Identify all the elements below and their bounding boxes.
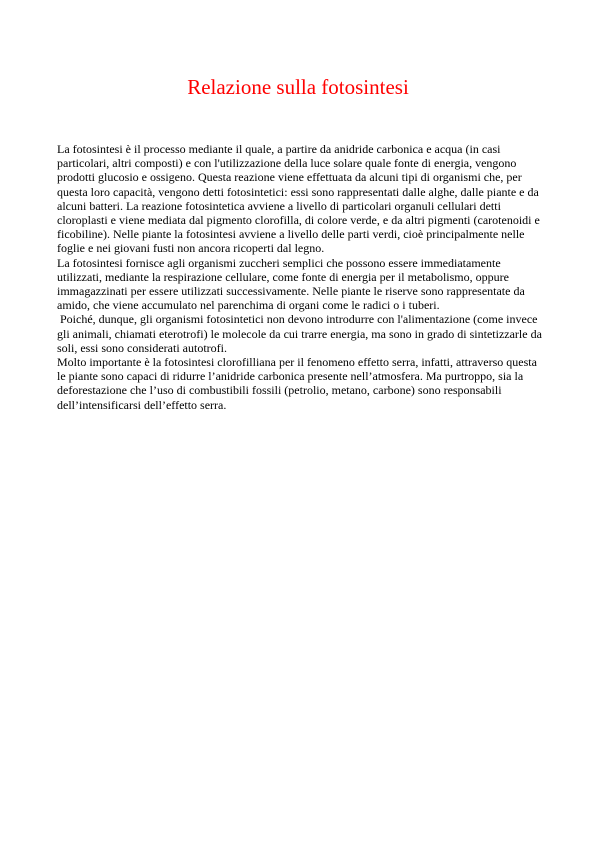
paragraph-sugars-energy: La fotosintesi fornisce agli organismi zuccheri semplici che possono essere immediatamente utilizzati, mediante la respirazione cellulare, come fonte di energia per il metabolismo, oppure immagazzinati per essere utilizzati successivamente. Nelle piante le riserve sono rappresentate da amido, che viene accumulato nel parenchima di organi come le radici o i tuberi.	[57, 255, 528, 313]
paragraph-greenhouse-effect: Molto importante è la fotosintesi clorofilliana per il fenomeno effetto serra, infatti, attraverso questa le piante sono capaci di ridurre l’anidride carbonica presente nell’atmosfera. Ma purtroppo, sia la deforestazione che l’uso di combustibili fossili (petrolio, metano, carbone) sono responsabili dell’intensificarsi dell’effetto serra.	[57, 355, 540, 412]
paragraph-photosynthesis-definition: La fotosintesi è il processo mediante il quale, a partire da anidride carbonica e acqua (in casi particolari, altri composti) e con l'utilizzazione della luce solare quale fonte di energia, vengono prodotti glucosio e ossigeno. Questa reazione viene effettuata da alcuni tipi di organismi che, per questa loro capacità, vengono detti fotosintetici: essi sono rappresentati dalle alghe, dalle piante e da alcuni batteri. La reazione fotosintetica avviene a livello di particolari organuli cellulari detti cloroplasti e viene mediata dal pigmento clorofilla, di colore verde, e da altri pigmenti (carotenoidi e ficobiline). Nelle piante la fotosintesi avviene a livello delle parti verdi, cioè principalmente nelle foglie e nei giovani fusti non ancora ricoperti dal legno.	[57, 142, 543, 256]
document-body	[57, 142, 544, 412]
paragraph-autotrophs: Poiché, dunque, gli organismi fotosintetici non devono introdurre con l'alimentazione (come invece gli animali, chiamati eterotrofi) le molecole da cui trarre energia, ma sono in grado di sintetizzarle da soli, essi sono considerati autotrofi.	[57, 312, 545, 355]
document-title: Relazione sulla fotosintesi	[187, 75, 409, 99]
